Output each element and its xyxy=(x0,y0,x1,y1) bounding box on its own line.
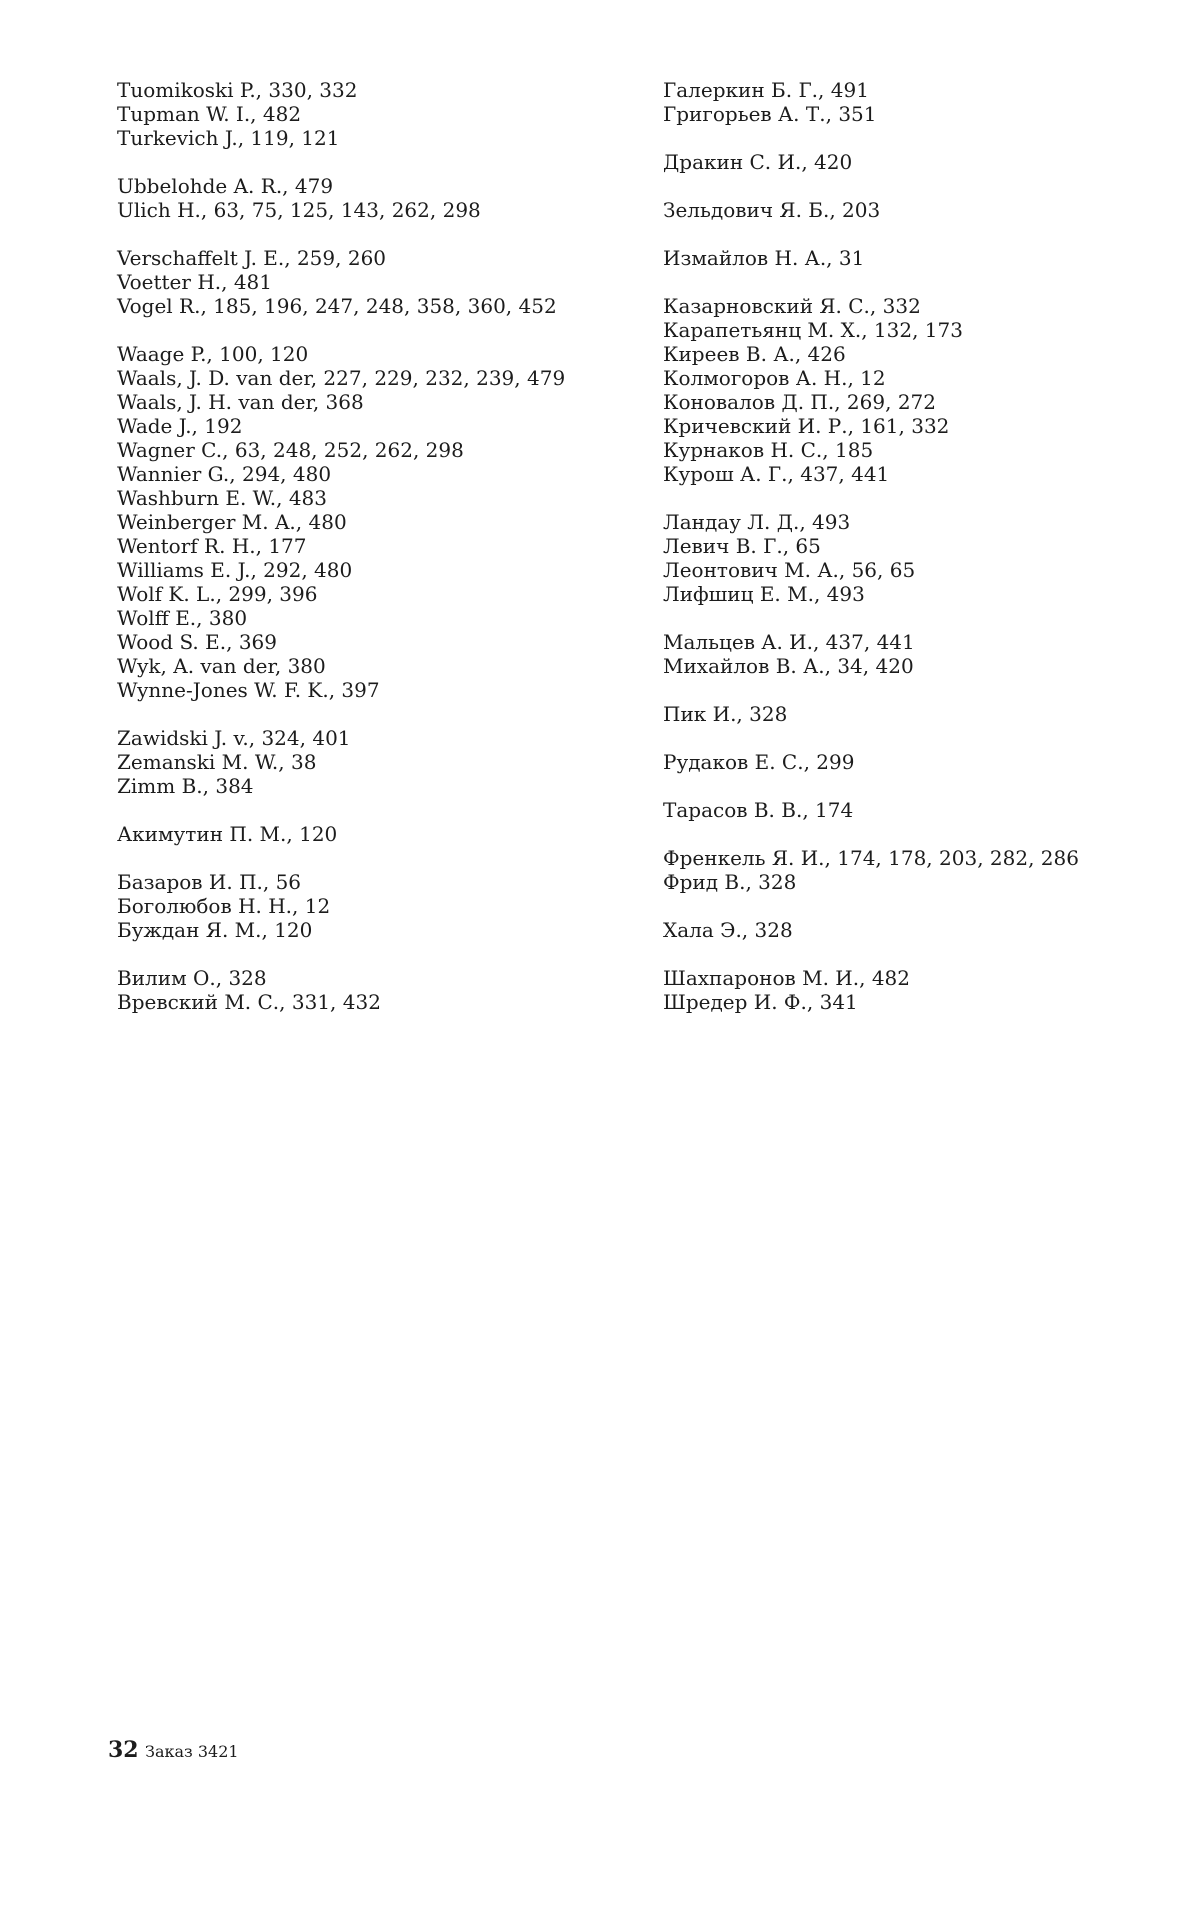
index-entry: Вревский М. С., 331, 432 xyxy=(117,990,381,1014)
index-entry: Кричевский И. Р., 161, 332 xyxy=(663,414,950,438)
index-entry: Vogel R., 185, 196, 247, 248, 358, 360, 452 xyxy=(117,294,557,318)
index-entry: Курош А. Г., 437, 441 xyxy=(663,462,890,486)
right-column-group xyxy=(663,294,1183,486)
left-column-group xyxy=(117,822,597,846)
index-entry: Вилим О., 328 xyxy=(117,966,267,990)
left-column-group xyxy=(117,870,597,942)
index-entry: Дракин С. И., 420 xyxy=(663,150,853,174)
index-entry: Wade J., 192 xyxy=(117,414,243,438)
index-entry: Лифшиц Е. М., 493 xyxy=(663,582,865,606)
signature-number: 32 xyxy=(108,1737,139,1763)
index-entry: Wynne-Jones W. F. K., 397 xyxy=(117,678,380,702)
index-entry: Рудаков Е. С., 299 xyxy=(663,750,855,774)
index-entry: Verschaffelt J. E., 259, 260 xyxy=(117,246,387,270)
index-entry: Tuomikoski P., 330, 332 xyxy=(117,78,358,102)
index-entry: Френкель Я. И., 174, 178, 203, 282, 286 xyxy=(663,846,1079,870)
index-entry: Wolff E., 380 xyxy=(117,606,248,630)
index-entry: Ubbelohde A. R., 479 xyxy=(117,174,334,198)
index-entry: Левич В. Г., 65 xyxy=(663,534,821,558)
index-entry: Zawidski J. v., 324, 401 xyxy=(117,726,351,750)
index-entry: Шахпаронов М. И., 482 xyxy=(663,966,910,990)
right-column-group xyxy=(663,246,1183,270)
index-entry: Wood S. E., 369 xyxy=(117,630,277,654)
index-entry: Turkevich J., 119, 121 xyxy=(117,126,340,150)
index-entry: Киреев В. А., 426 xyxy=(663,342,846,366)
index-entry: Боголюбов Н. Н., 12 xyxy=(117,894,331,918)
index-entry: Курнаков Н. С., 185 xyxy=(663,438,874,462)
index-entry: Хала Э., 328 xyxy=(663,918,793,942)
index-entry: Tupman W. I., 482 xyxy=(117,102,302,126)
index-entry: Wentorf R. H., 177 xyxy=(117,534,307,558)
index-entry: Waals, J. D. van der, 227, 229, 232, 239, 479 xyxy=(117,366,566,390)
index-entry: Wyk, A. van der, 380 xyxy=(117,654,326,678)
index-entry: Ландау Л. Д., 493 xyxy=(663,510,851,534)
right-column-group xyxy=(663,966,1183,1014)
right-column-group xyxy=(663,630,1183,678)
order-note: Заказ 3421 xyxy=(144,1742,239,1761)
index-entry: Григорьев А. Т., 351 xyxy=(663,102,877,126)
index-entry: Казарновский Я. С., 332 xyxy=(663,294,921,318)
index-entry: Карапетьянц М. Х., 132, 173 xyxy=(663,318,963,342)
left-column-group xyxy=(117,78,597,150)
index-entry: Waals, J. H. van der, 368 xyxy=(117,390,364,414)
index-entry: Washburn E. W., 483 xyxy=(117,486,327,510)
index-entry: Тарасов В. В., 174 xyxy=(663,798,854,822)
left-column-group xyxy=(117,174,597,222)
index-entry: Акимутин П. М., 120 xyxy=(117,822,338,846)
index-entry: Williams E. J., 292, 480 xyxy=(117,558,353,582)
right-column-group xyxy=(663,78,1183,126)
left-index-column xyxy=(117,78,597,1038)
right-column-group xyxy=(663,750,1183,774)
index-entry: Wolf K. L., 299, 396 xyxy=(117,582,318,606)
right-column-group xyxy=(663,198,1183,222)
index-entry: Галеркин Б. Г., 491 xyxy=(663,78,869,102)
index-entry: Зельдович Я. Б., 203 xyxy=(663,198,881,222)
index-entry: Михайлов В. А., 34, 420 xyxy=(663,654,914,678)
right-column-group xyxy=(663,150,1183,174)
index-entry: Zemanski M. W., 38 xyxy=(117,750,317,774)
left-column-group xyxy=(117,966,597,1014)
index-entry: Леонтович М. А., 56, 65 xyxy=(663,558,916,582)
index-entry: Waage P., 100, 120 xyxy=(117,342,309,366)
index-entry: Weinberger M. A., 480 xyxy=(117,510,347,534)
right-column-group xyxy=(663,798,1183,822)
right-column-group xyxy=(663,846,1183,894)
index-entry: Колмогоров А. Н., 12 xyxy=(663,366,886,390)
printer-signature xyxy=(108,1738,239,1764)
index-entry: Zimm B., 384 xyxy=(117,774,254,798)
right-index-column xyxy=(663,78,1183,1038)
right-column-group xyxy=(663,702,1183,726)
index-entry: Измайлов Н. А., 31 xyxy=(663,246,865,270)
index-entry: Коновалов Д. П., 269, 272 xyxy=(663,390,936,414)
left-column-group xyxy=(117,342,597,702)
index-entry: Ulich H., 63, 75, 125, 143, 262, 298 xyxy=(117,198,481,222)
index-entry: Wannier G., 294, 480 xyxy=(117,462,332,486)
index-entry: Wagner C., 63, 248, 252, 262, 298 xyxy=(117,438,464,462)
right-column-group xyxy=(663,510,1183,606)
left-column-group xyxy=(117,726,597,798)
index-entry: Фрид В., 328 xyxy=(663,870,797,894)
right-column-group xyxy=(663,918,1183,942)
left-column-group xyxy=(117,246,597,318)
index-entry: Мальцев А. И., 437, 441 xyxy=(663,630,915,654)
index-entry: Буждан Я. М., 120 xyxy=(117,918,313,942)
index-entry: Базаров И. П., 56 xyxy=(117,870,302,894)
index-entry: Пик И., 328 xyxy=(663,702,788,726)
index-entry: Шредер И. Ф., 341 xyxy=(663,990,858,1014)
index-entry: Voetter H., 481 xyxy=(117,270,272,294)
